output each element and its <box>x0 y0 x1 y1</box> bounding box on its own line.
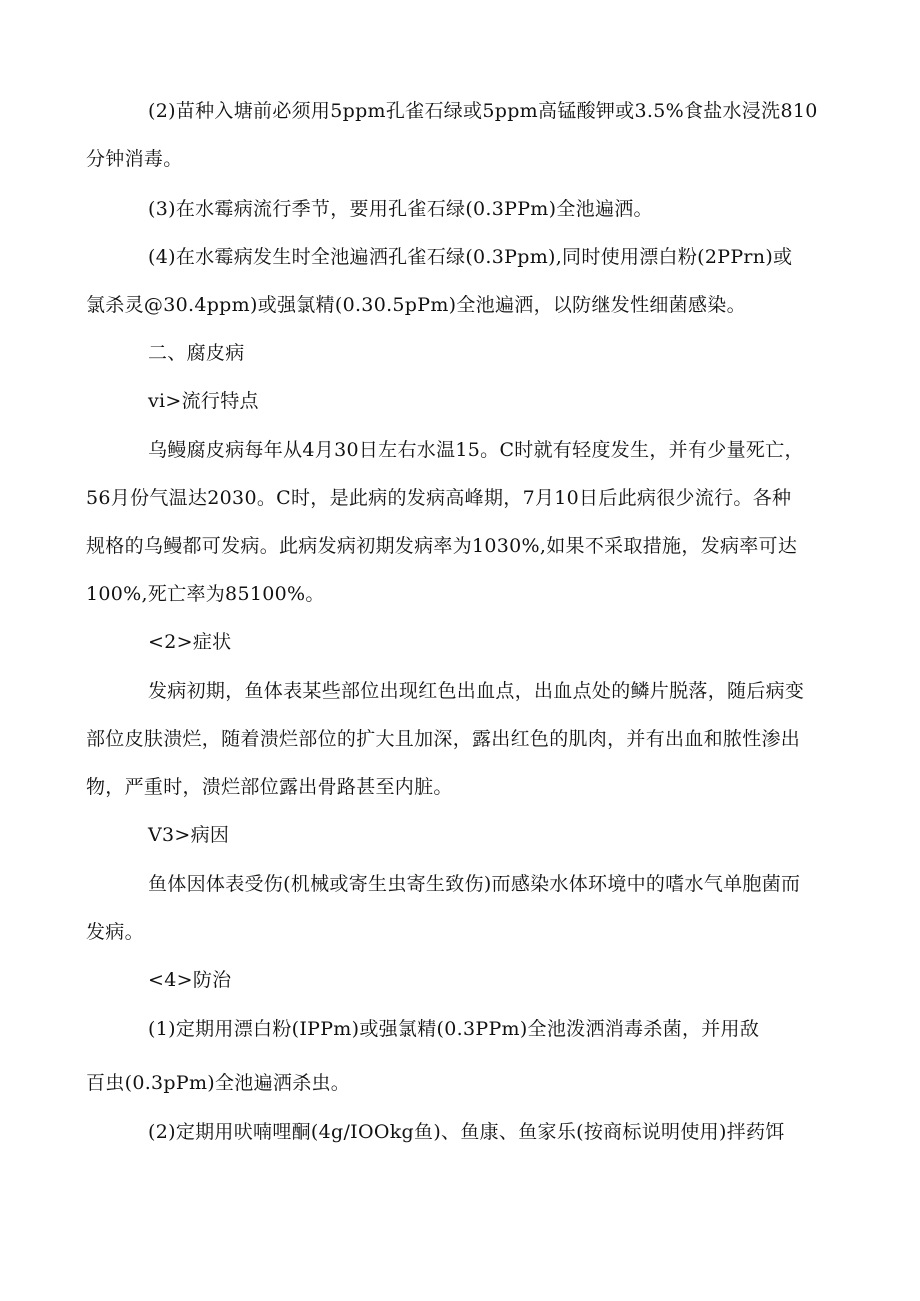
paragraph-line: 鱼体因体表受伤(机械或寄生虫寄生致伤)而感染水体环境中的嗜水气单胞菌而 <box>148 873 801 895</box>
paragraph-line: 发病初期，鱼体表某些部位出现红色出血点，出血点处的鳞片脱落，随后病变 <box>148 680 805 702</box>
paragraph-line: 分钟消毒。 <box>86 148 183 170</box>
section-heading: 二、腐皮病 <box>148 342 245 364</box>
paragraph-line: (4)在水霉病发生时全池遍洒孔雀石绿(0.3Ppm),同时使用漂白粉(2PPrn)或 <box>148 246 793 268</box>
paragraph-line: 规格的乌鳗都可发病。此病发病初期发病率为1030%,如果不采取措施，发病率可达 <box>86 535 798 557</box>
subsection-heading: vi>流行特点 <box>148 390 259 412</box>
subsection-heading: <2>症状 <box>148 631 232 653</box>
paragraph-line: 56月份气温达2030。C时，是此病的发病高峰期，7月10日后此病很少流行。各种 <box>86 487 792 509</box>
paragraph-line: (2)苗种入塘前必须用5ppm孔雀石绿或5ppm高锰酸钾或3.5%食盐水浸洗810 <box>148 100 818 122</box>
paragraph-line: 氯杀灵@30.4ppm)或强氯精(0.30.5pPm)全池遍洒，以防继发性细菌感染。 <box>86 294 746 316</box>
paragraph-line: 100%,死亡率为85100%。 <box>86 583 325 605</box>
paragraph-line: (2)定期用吠喃哩酮(4g/IOOkg鱼)、鱼康、鱼家乐(按商标说明使用)拌药饵 <box>148 1121 785 1143</box>
subsection-heading: <4>防治 <box>148 969 232 991</box>
paragraph-line: 部位皮肤溃烂，随着溃烂部位的扩大且加深，露出红色的肌肉，并有出血和脓性渗出 <box>86 728 801 750</box>
subsection-heading: V3>病因 <box>148 824 230 846</box>
paragraph-line: 发病。 <box>86 921 144 943</box>
paragraph-line: (3)在水霉病流行季节，要用孔雀石绿(0.3PPm)全池遍洒。 <box>148 198 653 220</box>
paragraph-line: 百虫(0.3pPm)全池遍洒杀虫。 <box>86 1072 351 1094</box>
paragraph-line: (1)定期用漂白粉(IPPm)或强氯精(0.3PPm)全池泼洒消毒杀菌，并用敌 <box>148 1018 760 1040</box>
paragraph-line: 乌鳗腐皮病每年从4月30日左右水温15。C时就有轻度发生，并有少量死亡， <box>148 439 804 461</box>
paragraph-line: 物，严重时，溃烂部位露出骨路甚至内脏。 <box>86 776 453 798</box>
